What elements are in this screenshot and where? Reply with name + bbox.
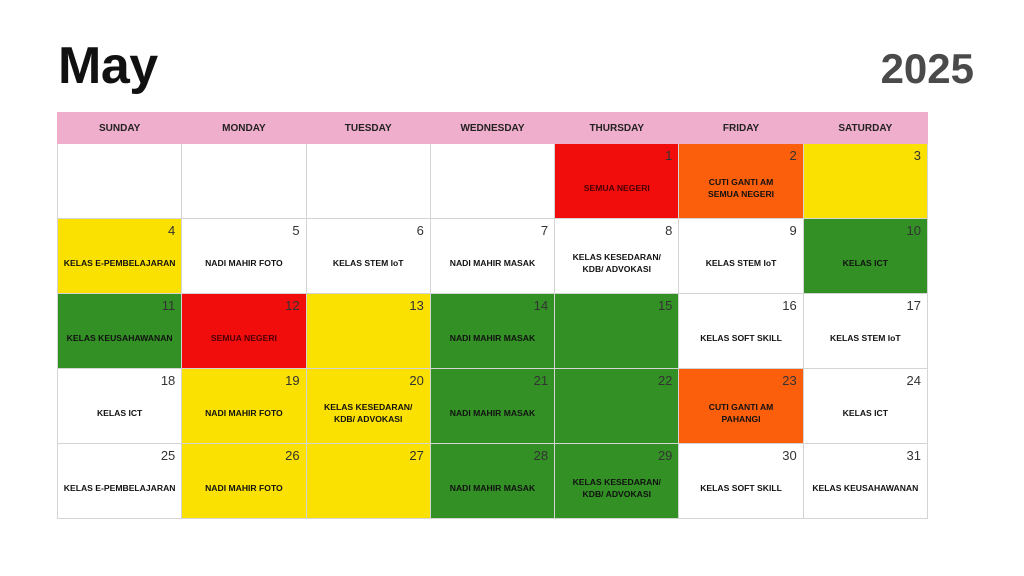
event-label: KELAS STEM IoT bbox=[705, 257, 777, 268]
day-number: 25 bbox=[160, 448, 176, 463]
event-label bbox=[186, 168, 301, 208]
week-row bbox=[58, 294, 928, 369]
day-number: 30 bbox=[782, 448, 797, 463]
calendar-grid bbox=[57, 112, 928, 519]
event-label: NADI MAHIR FOTO bbox=[205, 407, 283, 418]
day-cell-2[interactable] bbox=[679, 144, 803, 219]
day-cell-10[interactable] bbox=[803, 219, 927, 294]
event-label bbox=[311, 468, 426, 508]
day-cell-25[interactable] bbox=[58, 444, 182, 519]
event-label bbox=[559, 318, 674, 358]
day-cell-29[interactable] bbox=[555, 444, 679, 519]
day-number: 28 bbox=[533, 448, 549, 463]
day-number: 8 bbox=[665, 223, 673, 238]
day-number: 9 bbox=[789, 223, 797, 238]
day-number: 19 bbox=[285, 373, 300, 388]
day-cell-4[interactable] bbox=[58, 219, 182, 294]
empty-day-cell[interactable] bbox=[430, 144, 554, 219]
week-row bbox=[58, 369, 928, 444]
event-label: KELAS STEM IoT bbox=[830, 332, 901, 343]
event-label: KELAS KESEDARAN/ KDB/ ADVOKASI bbox=[324, 401, 413, 424]
day-number: 29 bbox=[657, 448, 673, 463]
event-label: KELAS SOFT SKILL bbox=[700, 482, 782, 493]
event-label: KELAS ICT bbox=[96, 407, 143, 418]
weekday-header bbox=[58, 113, 928, 144]
day-number: 20 bbox=[409, 373, 424, 388]
day-cell-24[interactable] bbox=[803, 369, 927, 444]
day-cell-17[interactable] bbox=[803, 294, 927, 369]
weekday-sunday: SUNDAY bbox=[58, 113, 182, 144]
event-label bbox=[808, 168, 923, 208]
day-number: 27 bbox=[409, 448, 424, 463]
day-number: 22 bbox=[657, 373, 673, 388]
day-number: 14 bbox=[533, 298, 549, 313]
weekday-saturday: SATURDAY bbox=[803, 113, 927, 144]
day-number: 4 bbox=[168, 223, 176, 238]
event-label: KELAS ICT bbox=[842, 407, 889, 418]
day-cell-21[interactable] bbox=[430, 369, 554, 444]
day-number: 11 bbox=[161, 298, 176, 313]
day-cell-16[interactable] bbox=[679, 294, 803, 369]
weekday-wednesday: WEDNESDAY bbox=[430, 113, 554, 144]
event-label bbox=[311, 318, 426, 358]
day-number: 21 bbox=[533, 373, 549, 388]
day-number: 16 bbox=[782, 298, 797, 313]
day-number: 15 bbox=[657, 298, 673, 313]
empty-day-cell[interactable] bbox=[306, 144, 430, 219]
event-label: KELAS E-PEMBELAJARAN bbox=[63, 257, 176, 268]
day-cell-7[interactable] bbox=[430, 219, 554, 294]
week-row bbox=[58, 144, 928, 219]
event-label: SEMUA NEGERI bbox=[583, 182, 650, 193]
event-label: CUTI GANTI AM PAHANGI bbox=[708, 401, 774, 424]
day-cell-27[interactable] bbox=[306, 444, 430, 519]
day-cell-9[interactable] bbox=[679, 219, 803, 294]
event-label: KELAS KESEDARAN/ KDB/ ADVOKASI bbox=[572, 251, 661, 274]
day-number: 17 bbox=[906, 298, 921, 313]
day-cell-19[interactable] bbox=[182, 369, 306, 444]
day-cell-18[interactable] bbox=[58, 369, 182, 444]
day-number: 12 bbox=[285, 298, 300, 313]
day-number: 7 bbox=[540, 223, 549, 238]
event-label: NADI MAHIR MASAK bbox=[449, 332, 536, 343]
day-number: 24 bbox=[906, 373, 921, 388]
event-label: KELAS KESEDARAN/ KDB/ ADVOKASI bbox=[572, 476, 661, 499]
day-cell-15[interactable] bbox=[555, 294, 679, 369]
weekday-monday: MONDAY bbox=[182, 113, 306, 144]
day-number: 23 bbox=[782, 373, 797, 388]
empty-day-cell[interactable] bbox=[58, 144, 182, 219]
event-label: CUTI GANTI AM SEMUA NEGERI bbox=[708, 176, 775, 199]
day-number: 31 bbox=[906, 448, 921, 463]
event-label bbox=[62, 168, 177, 208]
day-cell-30[interactable] bbox=[679, 444, 803, 519]
month-title: May bbox=[58, 37, 158, 95]
event-label: SEMUA NEGERI bbox=[210, 332, 277, 343]
day-number: 18 bbox=[160, 373, 176, 388]
day-number: 10 bbox=[906, 223, 921, 238]
day-cell-22[interactable] bbox=[555, 369, 679, 444]
day-cell-28[interactable] bbox=[430, 444, 554, 519]
event-label bbox=[559, 393, 674, 433]
day-cell-6[interactable] bbox=[306, 219, 430, 294]
week-row bbox=[58, 444, 928, 519]
day-cell-5[interactable] bbox=[182, 219, 306, 294]
weekday-tuesday: TUESDAY bbox=[306, 113, 430, 144]
day-cell-14[interactable] bbox=[430, 294, 554, 369]
event-label: NADI MAHIR FOTO bbox=[205, 482, 283, 493]
year-title: 2025 bbox=[880, 45, 974, 92]
event-label: KELAS KEUSAHAWANAN bbox=[812, 482, 919, 493]
weekday-row bbox=[58, 113, 928, 144]
day-number: 13 bbox=[409, 298, 424, 313]
event-label: KELAS KEUSAHAWANAN bbox=[66, 332, 173, 343]
day-number: 3 bbox=[913, 148, 921, 163]
day-cell-23[interactable] bbox=[679, 369, 803, 444]
weekday-thursday: THURSDAY bbox=[555, 113, 679, 144]
day-number: 6 bbox=[416, 223, 424, 238]
event-label: KELAS E-PEMBELAJARAN bbox=[63, 482, 176, 493]
day-number: 5 bbox=[292, 223, 300, 238]
day-cell-31[interactable] bbox=[803, 444, 927, 519]
day-number: 2 bbox=[789, 148, 797, 163]
day-cell-8[interactable] bbox=[555, 219, 679, 294]
week-row bbox=[58, 219, 928, 294]
event-label: NADI MAHIR MASAK bbox=[449, 482, 536, 493]
event-label bbox=[435, 168, 550, 208]
event-label: KELAS SOFT SKILL bbox=[700, 332, 782, 343]
weekday-friday: FRIDAY bbox=[679, 113, 803, 144]
event-label: KELAS STEM IoT bbox=[332, 257, 404, 268]
calendar-body bbox=[58, 144, 928, 519]
day-number: 1 bbox=[665, 148, 673, 163]
event-label bbox=[311, 168, 426, 208]
event-label: KELAS ICT bbox=[842, 257, 889, 268]
day-cell-20[interactable] bbox=[306, 369, 430, 444]
day-cell-13[interactable] bbox=[306, 294, 430, 369]
day-cell-11[interactable] bbox=[58, 294, 182, 369]
day-cell-26[interactable] bbox=[182, 444, 306, 519]
event-label: NADI MAHIR MASAK bbox=[449, 257, 536, 268]
day-cell-1[interactable] bbox=[555, 144, 679, 219]
event-label: NADI MAHIR FOTO bbox=[205, 257, 283, 268]
empty-day-cell[interactable] bbox=[182, 144, 306, 219]
day-cell-12[interactable] bbox=[182, 294, 306, 369]
day-cell-3[interactable] bbox=[803, 144, 927, 219]
day-number: 26 bbox=[285, 448, 300, 463]
event-label: NADI MAHIR MASAK bbox=[449, 407, 536, 418]
